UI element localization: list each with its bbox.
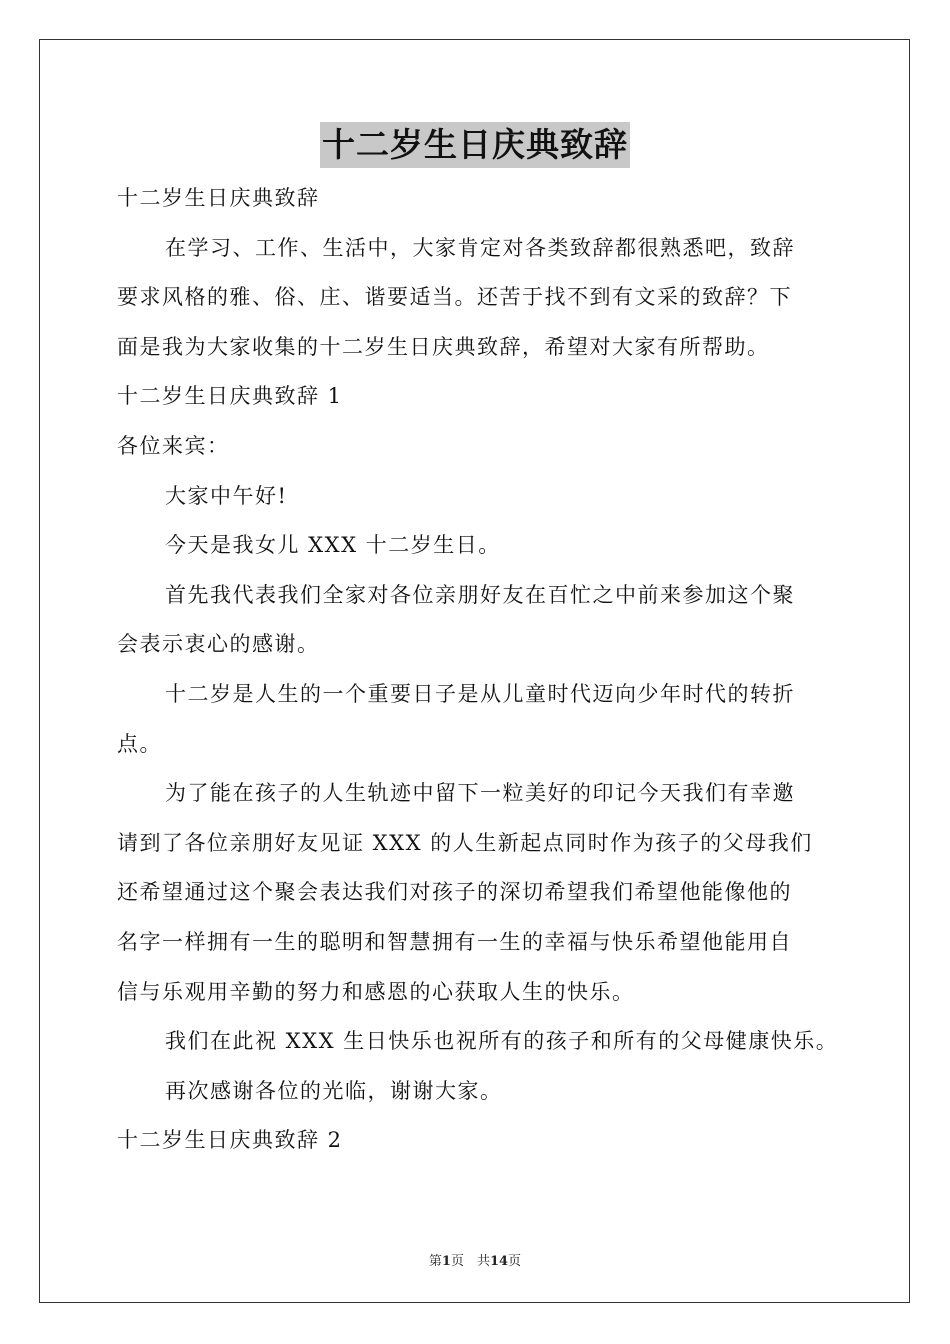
paragraph-line: 还希望通过这个聚会表达我们对孩子的深切希望我们希望他能像他的 xyxy=(117,880,792,905)
paragraph-line: 在学习、工作、生活中，大家肯定对各类致辞都很熟悉吧，致辞 xyxy=(165,235,795,260)
document-body xyxy=(117,174,839,1166)
paragraph-line: 今天是我女儿 XXX 十二岁生日。 xyxy=(165,533,501,558)
paragraph-line: 信与乐观用辛勤的努力和感恩的心获取人生的快乐。 xyxy=(117,979,635,1004)
footer-suffix: 页 xyxy=(508,1254,522,1269)
footer-page-number: 1 xyxy=(441,1254,451,1269)
paragraph-line: 十二岁是人生的一个重要日子是从儿童时代迈向少年时代的转折 xyxy=(165,681,795,706)
page-footer xyxy=(0,1250,950,1269)
section-heading: 十二岁生日庆典致辞 1 xyxy=(117,384,343,409)
paragraph-line: 再次感谢各位的光临，谢谢大家。 xyxy=(165,1078,503,1103)
paragraph-line: 请到了各位亲朋好友见证 XXX 的人生新起点同时作为孩子的父母我们 xyxy=(117,830,813,855)
paragraph-line: 各位来宾： xyxy=(117,433,230,458)
paragraph-line: 要求风格的雅、俗、庄、谐要适当。还苦于找不到有文采的致辞？下 xyxy=(117,285,792,310)
paragraph-line: 我们在此祝 XXX 生日快乐也祝所有的孩子和所有的父母健康快乐。 xyxy=(165,1029,839,1054)
paragraph-line: 会表示衷心的感谢。 xyxy=(117,632,320,657)
footer-prefix: 第 xyxy=(428,1254,442,1269)
paragraph-line: 为了能在孩子的人生轨迹中留下一粒美好的印记今天我们有幸邀 xyxy=(165,781,795,806)
paragraph-line: 大家中午好! xyxy=(165,483,288,508)
title-container xyxy=(0,122,950,168)
paragraph-line: 面是我为大家收集的十二岁生日庆典致辞，希望对大家有所帮助。 xyxy=(117,334,770,359)
paragraph-line: 首先我代表我们全家对各位亲朋好友在百忙之中前来参加这个聚 xyxy=(165,582,795,607)
document-title: 十二岁生日庆典致辞 xyxy=(320,122,630,168)
paragraph-line: 点。 xyxy=(117,731,162,756)
section-heading: 十二岁生日庆典致辞 2 xyxy=(117,1128,343,1153)
paragraph-line: 十二岁生日庆典致辞 xyxy=(117,186,320,210)
footer-mid: 页 共 xyxy=(450,1254,490,1269)
footer-total-pages: 14 xyxy=(489,1254,509,1269)
paragraph-line: 名字一样拥有一生的聪明和智慧拥有一生的幸福与快乐希望他能用自 xyxy=(117,929,792,954)
